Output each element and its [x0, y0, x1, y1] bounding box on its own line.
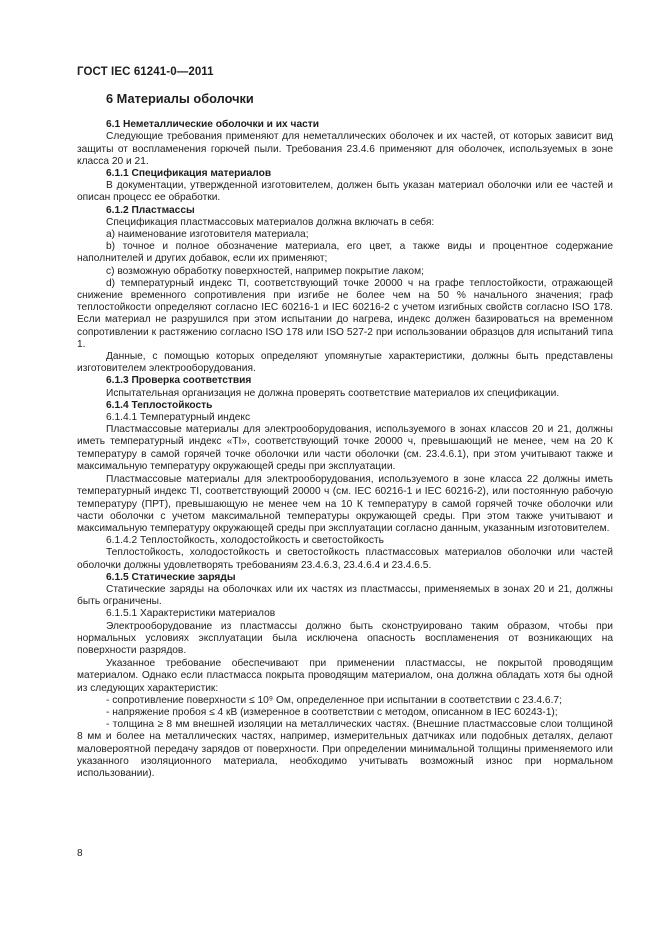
paragraph: Спецификация пластмассовых материалов должна включать в себя: [106, 216, 435, 228]
page-number: 8 [77, 848, 83, 859]
list-item: d) температурный индекс TI, соответствующий точке 20000 ч на графе теплостойкости, отражающей снижение временного сопротивления при изгибе не более чем на 50 % начального значения; граф теплостойкости определяют согласно IEC 60216-1 и IEC 60216-2 с учетом изгибных свойств согласно ISO 178. Если материал не разрушился при этом испытании до нагрева, индекс должен базироваться на временном сопротивлении к растяжению согласно ISO 178 или ISO 527-2 при использовании образцов для испытаний типа 1. [77, 277, 613, 350]
list-item: c) возможную обработку поверхностей, например покрытие лаком; [106, 265, 424, 277]
heading-6-1-3: 6.1.3 Проверка соответствия [106, 375, 252, 387]
paragraph: Указанное требование обеспечивают при применении пластмассы, не покрытой проводящим материалом. Однако если пластмасса покрыта проводящим материалом, она должна обладать хотя бы одной из следующих характеристик: [77, 658, 613, 694]
document-body [77, 93, 613, 780]
subheading-6-1-4-2: 6.1.4.2 Теплостойкость, холодостойкость и светостойкость [106, 535, 384, 547]
list-item: b) точное и полное обозначение материала, его цвет, а также виды и процентное содержание наполнителей и других добавок, если их применяют; [77, 241, 613, 265]
paragraph: Электрооборудование из пластмассы должно быть сконструировано таким образом, чтобы при нормальных условиях эксплуатации была исключена опасность воспламенения от возникающих на поверхности разрядов. [77, 620, 613, 656]
list-item: a) наименование изготовителя материала; [106, 229, 309, 241]
subheading-6-1-5-1: 6.1.5.1 Характеристики материалов [106, 608, 276, 620]
list-item: - напряжение пробоя ≤ 4 кВ (измеренное в соответствии с методом, описанном в IEC 60243-1); [106, 706, 558, 718]
heading-6-1-2: 6.1.2 Пластмассы [106, 204, 195, 216]
heading-6-1-1: 6.1.1 Спецификация материалов [106, 168, 272, 180]
document-header: ГОСТ IEC 61241-0—2011 [77, 66, 214, 78]
paragraph: Испытательная организация не должна проверять соответствие материалов их спецификации. [106, 387, 560, 399]
paragraph: В документации, утвержденной изготовителем, должен быть указан материал оболочки или ее частей и описан процесс ее обработки. [77, 180, 613, 204]
heading-6-1: 6.1 Неметаллические оболочки и их части [106, 119, 320, 131]
paragraph: Пластмассовые материалы для электрооборудования, используемого в зонах классов 20 и 21, должны иметь температурный индекс «TI», соответствующий точке 20000 ч, превышающий не менее, чем на 20 К температуру в самой горячей точке оболочки или части оболочки (см. 23.4.6.1), при этом учитывают также и максимальную температуру окружающей среды при эксплуатации. [77, 424, 613, 472]
paragraph: Теплостойкость, холодостойкость и светостойкость пластмассовых материалов оболочки или частей оболочки должны удовлетворять требованиям 23.4.6.3, 23.4.6.4 и 23.4.6.5. [77, 547, 613, 571]
heading-6-1-4: 6.1.4 Теплостойкость [106, 399, 213, 411]
paragraph: Следующие требования применяют для неметаллических оболочек и их частей, от которых зависит вид защиты от воспламенения горючей пыли. Требования 23.4.6 применяют для оболочек, используемых в зоне класса 20 и 21. [77, 131, 613, 167]
paragraph: Данные, с помощью которых определяют упомянутые характеристики, должны быть представлены изготовителем электрооборудования. [77, 351, 613, 375]
paragraph: Пластмассовые материалы для электрооборудования, используемого в зоне класса 22 должны иметь температурный индекс TI, соответствующий 20000 ч (см. IEC 60216-1 и IEC 60216-2), или постоянную рабочую температуру (ПРТ), превышающую не менее чем на 10 К температуру в самой горячей точке оболочки или части оболочки с учетом максимальной температуры окружающей среды. При этом также учитывают и максимальную температуру окружающей среды при эксплуатации согласно данным, указанным изготовителем. [77, 474, 613, 534]
list-item: - толщина ≥ 8 мм внешней изоляции на металлических частях. (Внешние пластмассовые слои толщиной 8 мм и более на металлических частях, например, измерительных датчиках или подобных деталях, делают маловероятной передачу зарядов от поверхности. При определении минимальной толщины применяемого или указанного изоляционного материала, необходимо учитывать возможный износ при нормальном использовании). [77, 719, 613, 779]
paragraph: Статические заряды на оболочках или их частях из пластмассы, применяемых в зонах 20 и 21, должны быть ограничены. [77, 583, 613, 608]
subheading-6-1-4-1: 6.1.4.1 Температурный индекс [106, 412, 251, 424]
list-item: - сопротивление поверхности ≤ 10⁹ Ом, определенное при испытании в соответствии с 23.4.6.7; [106, 694, 562, 706]
heading-6-1-5: 6.1.5 Статические заряды [106, 571, 236, 583]
section-title: 6 Материалы оболочки [106, 91, 254, 106]
